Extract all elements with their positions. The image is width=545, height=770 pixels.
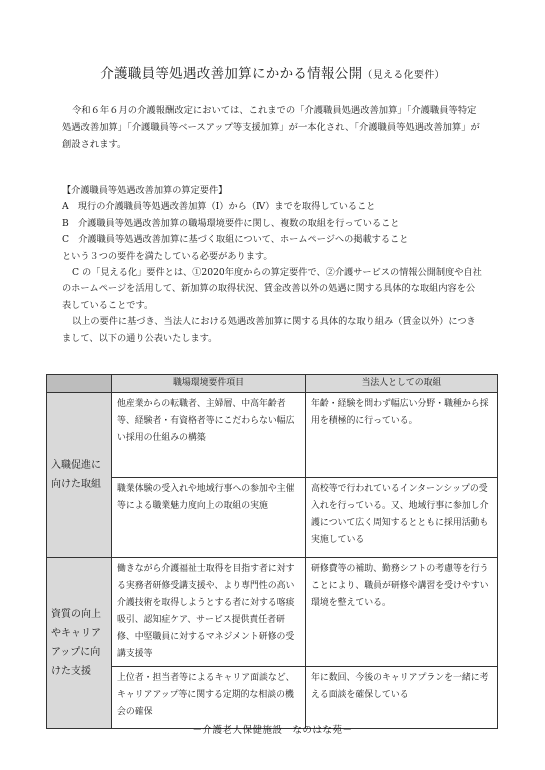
title-main: 介護職員等処遇改善加算にかかる情報公開 xyxy=(100,66,363,82)
table-header-row xyxy=(47,375,498,393)
facility-footer: －介護老人保健施設 なのはな苑－ xyxy=(192,725,353,736)
requirement-a: A 現行の介護職員等処遇改善加算（Ⅰ）から（Ⅳ）までを取得していること xyxy=(62,201,376,213)
table-cell-item: 職業体験の受入れや地域行事への参加や主催等による職業魅力度向上の取組の実施 xyxy=(112,478,306,558)
page-title xyxy=(0,62,545,82)
table-cell-action: 年齢・経験を問わず幅広い分野・職種から採用を積極的に行っている。 xyxy=(306,393,498,478)
table-cell-action: 年に数回、今後のキャリアプランを一緒に考える面談を確保している xyxy=(306,667,498,729)
requirements-note: という３つの要件を満たしている必要があります。 xyxy=(62,250,273,262)
title-subtitle: （見える化要件） xyxy=(362,70,445,81)
category-cell: 資質の向上やキャリアアップに向けた支援 xyxy=(47,558,112,729)
intro-paragraph: 令和６年６月の介護報酬改定においては、これまでの「介護職員処遇改善加算」「介護職員等特定処遇改善加算」「介護職員等ベースアップ等支援加算」が一本化され、「介護職員等処遇改善加算」が創設されます。 xyxy=(62,105,480,150)
table-row xyxy=(47,558,498,667)
category-cell: 入職促進に向けた取組 xyxy=(47,393,112,558)
table-header-item: 職場環境要件項目 xyxy=(112,375,306,393)
table-row xyxy=(47,478,498,558)
requirements-section xyxy=(62,183,482,347)
requirement-c: C 介護職員等処遇改善加算に基づく取組について、ホームページへの掲載すること xyxy=(62,234,409,246)
table-cell-item: 他産業からの転職者、主婦層、中高年齢者等、経験者・有資格者等にこだわらない幅広い採用の仕組みの構築 xyxy=(112,393,306,478)
table-cell-action: 高校等で行われているインターンシップの受入れを行っている。又、地域行事に参加し介護について広く周知するとともに採用活動も実施している xyxy=(306,478,498,558)
visibility-explanation: C の「見える化」要件とは、①2020年度からの算定要件で、②介護サービスの情報公開制度や自社のホームページを活用して、新加算の取得状況、賃金改善以外の処遇に関する具体的な取組内容を公表していることです。 xyxy=(62,267,482,311)
table-row xyxy=(47,393,498,478)
requirement-b: B 介護職員等処遇改善加算の職場環境要件に関し、複数の取組を行っていること xyxy=(62,217,400,229)
table-header-action: 当法人としての取組 xyxy=(306,375,498,393)
table-cell-action: 研修費等の補助、勤務シフトの考慮等を行うことにより、職員が研修や講習を受けやすい環境を整えている。 xyxy=(306,558,498,667)
table-cell-item: 上位者・担当者等によるキャリア面談など、キャリアアップ等に関する定期的な相談の機会の確保 xyxy=(112,667,306,729)
workplace-requirements-table xyxy=(46,374,498,729)
requirements-heading: 【介護職員等処遇改善加算の算定要件】 xyxy=(62,185,228,196)
publication-statement: 以上の要件に基づき、当法人における処遇改善加算に関する具体的な取り組み（賃金以外）につきまして、以下の通り公表いたします。 xyxy=(62,316,476,344)
table-row xyxy=(47,667,498,729)
table-header-corner xyxy=(47,375,112,393)
table-cell-item: 働きながら介護福祉士取得を目指す者に対する実務者研修受講支援や、より専門性の高い介護技術を取得しようとする者に対する喀痰吸引、認知症ケア、サービス提供責任者研修、中堅職員に対するマネジメント研修の受講支援等 xyxy=(112,558,306,667)
